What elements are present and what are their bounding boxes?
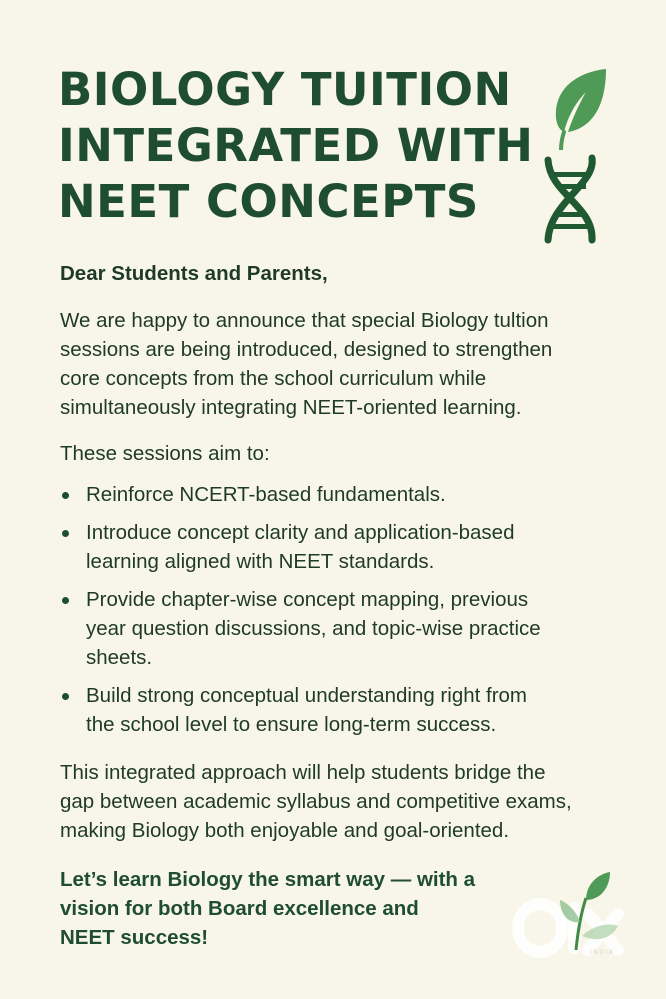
text-line: Provide chapter-wise concept mapping, previous: [86, 588, 529, 611]
list-item: [60, 480, 630, 509]
page-title: [58, 62, 534, 230]
text-line: year question discussions, and topic-wise practice: [86, 617, 541, 640]
text-line: sheets.: [86, 646, 153, 669]
text-line: core concepts from the school curriculum while: [60, 367, 487, 390]
leaf-icon: [548, 66, 608, 150]
list-item: [60, 681, 630, 739]
text-line: NEET success!: [60, 926, 209, 949]
intro-paragraph: [60, 306, 630, 422]
call-to-action: [60, 865, 475, 952]
list-item: [60, 518, 630, 576]
bullet-icon: [62, 597, 69, 604]
text-line: learning aligned with NEET standards.: [86, 550, 435, 573]
dna-helix-icon: [536, 154, 606, 244]
list-item: [60, 585, 630, 672]
text-line: Introduce concept clarity and application-based: [86, 521, 515, 544]
greeting: Dear Students and Parents,: [60, 262, 328, 285]
text-line: the school level to ensure long-term success.: [86, 713, 497, 736]
closing-paragraph: [60, 758, 630, 845]
text-line: vision for both Board excellence and: [60, 897, 419, 920]
text-line: Build strong conceptual understanding right from: [86, 684, 528, 707]
title-line: NEET CONCEPTS: [58, 175, 479, 228]
text-line: Let’s learn Biology the smart way — with a: [60, 868, 476, 891]
bullet-icon: [62, 693, 69, 700]
text-line: gap between academic syllabus and competitive exams,: [60, 790, 572, 813]
text-line: Reinforce NCERT-based fundamentals.: [86, 483, 446, 506]
bullet-icon: [62, 530, 69, 537]
title-line: BIOLOGY TUITION: [58, 63, 512, 116]
aims-list: [60, 480, 630, 748]
text-line: sessions are being introduced, designed to strengthen: [60, 338, 553, 361]
text-line: making Biology both enjoyable and goal-oriented.: [60, 819, 510, 842]
text-line: simultaneously integrating NEET-oriented learning.: [60, 396, 522, 419]
title-line: INTEGRATED WITH: [58, 119, 534, 172]
text-line: We are happy to announce that special Biology tultion: [60, 309, 549, 332]
aims-heading: These sessions aim to:: [60, 442, 270, 465]
bullet-icon: [62, 492, 69, 499]
text-line: This integrated approach will help students bridge the: [60, 761, 546, 784]
watermark-subtext: INDIA: [590, 949, 615, 956]
